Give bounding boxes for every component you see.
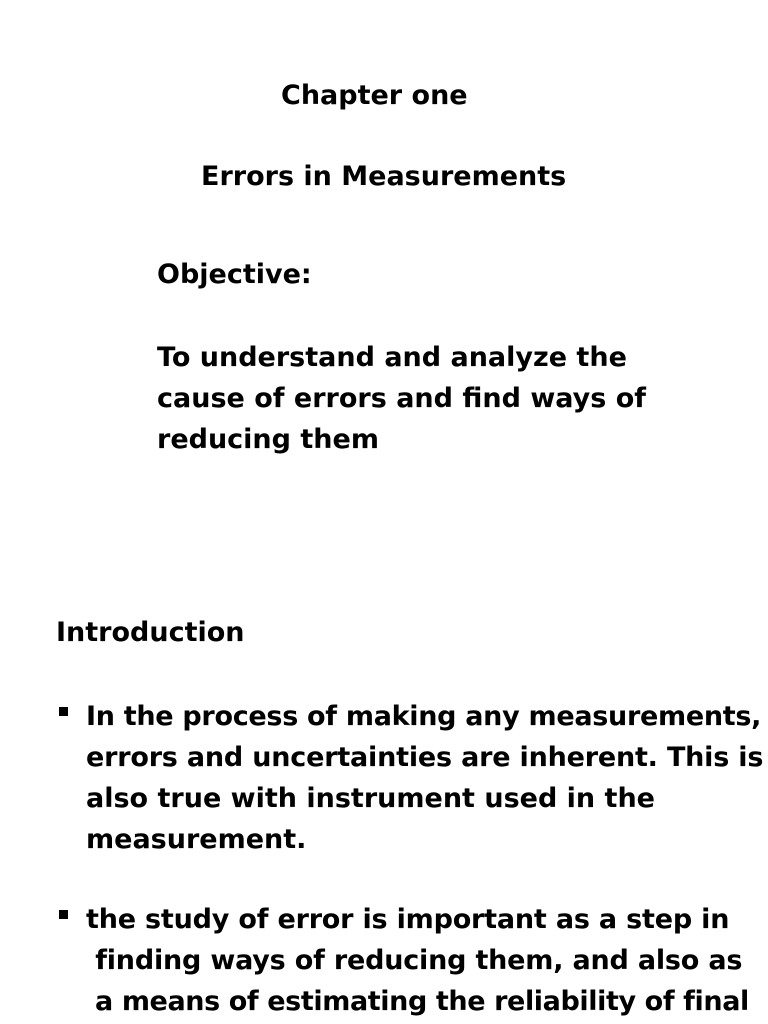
- objective-line: cause of errors and find ways of: [157, 383, 647, 414]
- objective-line: To understand and analyze the: [157, 342, 627, 373]
- chapter-label: Chapter one: [281, 80, 468, 111]
- bullet-line: finding ways of reducing them, and also as: [86, 945, 743, 976]
- objective-line: reducing them: [157, 424, 379, 455]
- square-bullet-icon: [59, 910, 68, 919]
- bullet-line: In the process of making any measurements,: [86, 701, 762, 732]
- bullet-line: measurement.: [86, 824, 307, 855]
- square-bullet-icon: [59, 707, 68, 716]
- objective-heading: Objective:: [157, 259, 312, 290]
- bullet-line: also true with instrument used in the: [86, 783, 655, 814]
- bullet-line: errors and uncertainties are inherent. This is: [86, 742, 764, 773]
- page-title: Errors in Measurements: [201, 161, 567, 192]
- bullet-line: a means of estimating the reliability of final: [86, 986, 749, 1017]
- introduction-heading: Introduction: [56, 617, 245, 648]
- bullet-line: the study of error is important as a step in: [86, 904, 730, 935]
